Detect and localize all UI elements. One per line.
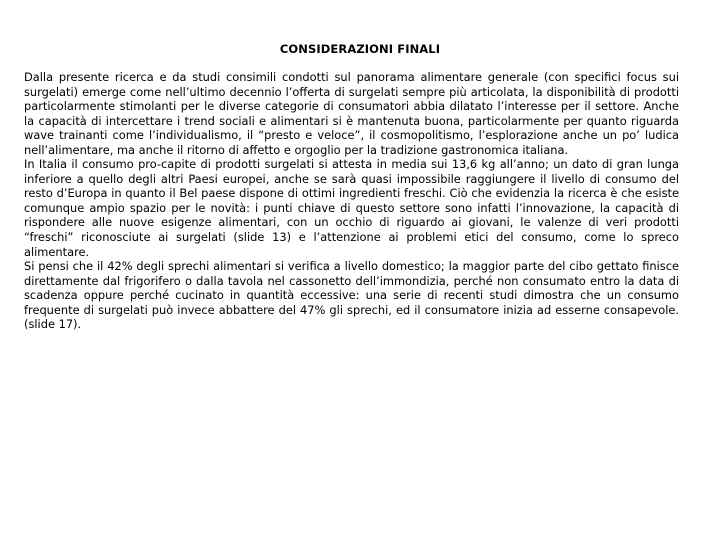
paragraph-consumption: In Italia il consumo pro-capite di prodotti surgelati si attesta in media sui 13,6 kg all’anno; un dato di gran lunga inferiore a quello degli altri Paesi europei, anche se sarà quasi impossibile raggiungere il livello di consumo del resto d’Europa in quanto il Bel paese dispone di ottimi ingredienti freschi. Ciò che evidenzia la ricerca è che esiste comunque ampio spazio per le novità: i punti chiave di questo settore sono infatti l’innovazione, la capacità di rispondere alle nuove esigenze alimentari, con un occhio di riguardo ai giovani, le valenze di veri prodotti “freschi” riconosciute ai surgelati (slide 13) e l’attenzione ai problemi etici del consumo, come lo spreco alimentare. <box>24 157 679 259</box>
paragraph-intro: Dalla presente ricerca e da studi consimili condotti sul panorama alimentare generale (con specifici focus sui surgelati) emerge come nell’ultimo decennio l’offerta di surgelati sempre più articolata, la disponibilità di prodotti particolarmente stimolanti per le diverse categorie di consumatori abbia dilatato l’interesse per il settore. Anche la capacità di intercettare i trend sociali e alimentari si è mantenuta buona, particolarmente per quanto riguarda wave trainanti come l’individualismo, il “presto e veloce”, il cosmopolitismo, l’esplorazione anche un po’ ludica nell’alimentare, ma anche il ritorno di affetto e orgoglio per la tradizione gastronomica italiana. <box>24 70 679 157</box>
document-body <box>24 70 679 332</box>
page-title: CONSIDERAZIONI FINALI <box>279 42 441 56</box>
paragraph-food-waste: Si pensi che il 42% degli sprechi alimentari si verifica a livello domestico; la maggior parte del cibo gettato finisce direttamente dal frigorifero o dalla tavola nel cassonetto dell’immondizia, perché non consumato entro la data di scadenza oppure perché cucinato in quantità eccessive: una serie di recenti studi dimostra che un consumo frequente di surgelati può invece abbattere del 47% gli sprechi, ed il consumatore inizia ad esserne consapevole. (slide 17). <box>24 259 679 332</box>
